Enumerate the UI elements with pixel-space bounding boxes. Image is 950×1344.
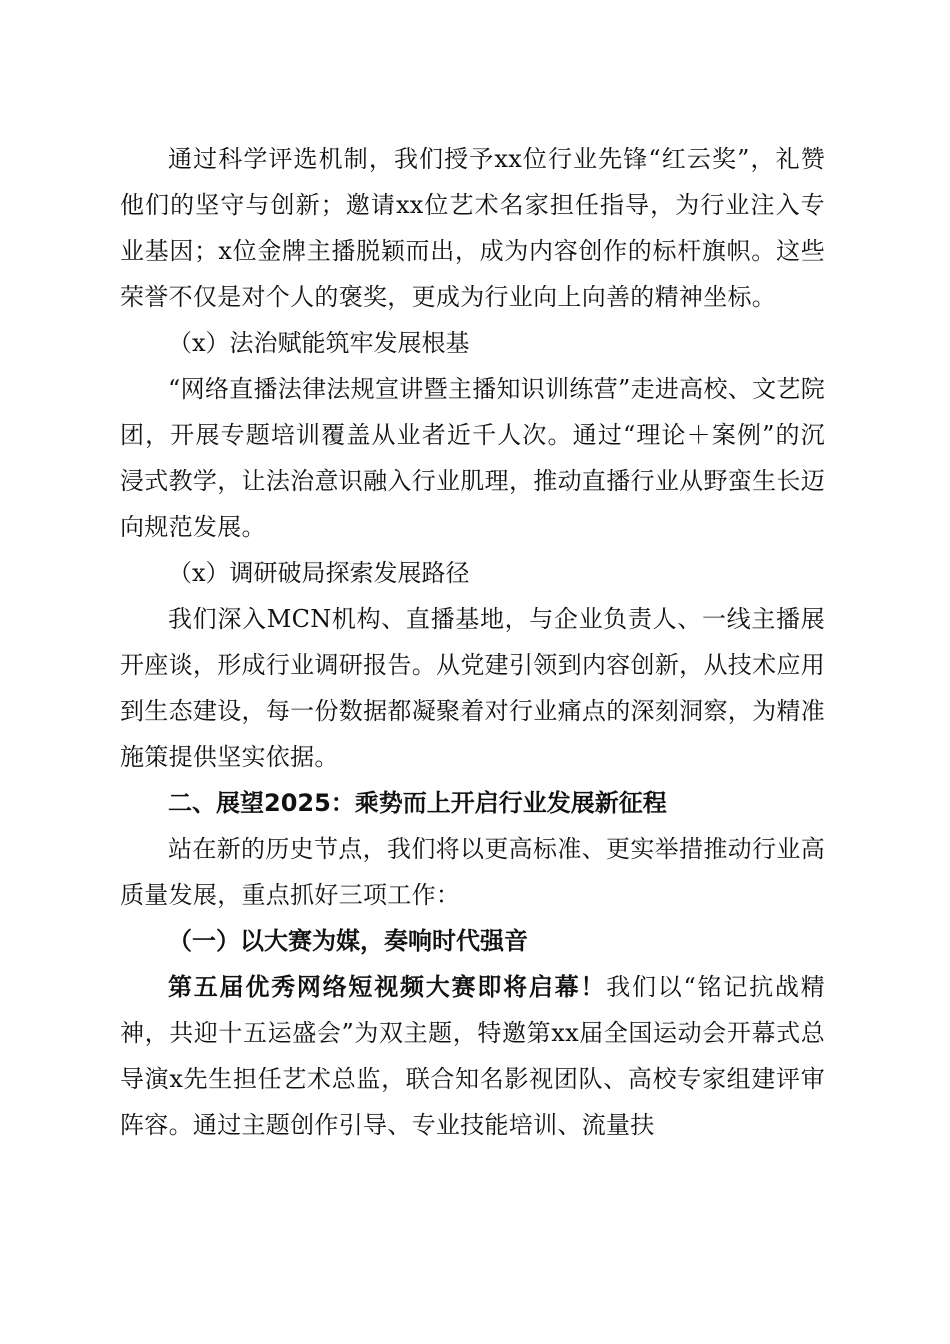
document-body: [120, 136, 825, 1148]
contest-body-text: 我们以“铭记抗战精神，共迎十五运盛会”为双主题，特邀第xx届全国运动会开幕式总导演x先生担任艺术总监，联合知名影视团队、高校专家组建评审阵容。通过主题创作引导、专业技能培训、流量扶: [120, 973, 825, 1139]
paragraph-outlook-intro: 站在新的历史节点，我们将以更高标准、更实举措推动行业高质量发展，重点抓好三项工作：: [120, 835, 825, 909]
contest-lead-sentence: 第五届优秀网络短视频大赛即将启幕！: [168, 972, 607, 1001]
paragraph-contest: [120, 964, 825, 1148]
subheading-research: （x）调研破局探索发展路径: [168, 559, 470, 587]
paragraph-research: 我们深入MCN机构、直播基地，与企业负责人、一线主播展开座谈，形成行业调研报告。从党建引领到内容创新，从技术应用到生态建设，每一份数据都凝聚着对行业痛点的深刻洞察，为精准施策提供坚实依据。: [120, 605, 825, 771]
subheading-contest: （一）以大赛为媒，奏响时代强音: [168, 926, 528, 955]
paragraph-awards: 通过科学评选机制，我们授予xx位行业先锋“红云奖”，礼赞他们的坚守与创新；邀请xx位艺术名家担任指导，为行业注入专业基因；x位金牌主播脱颖而出，成为内容创作的标杆旗帜。这些荣誉不仅是对个人的褒奖，更成为行业向上向善的精神坐标。: [120, 145, 825, 311]
paragraph-law-training: “网络直播法律法规宣讲暨主播知识训练营”走进高校、文艺院团，开展专题培训覆盖从业者近千人次。通过“理论＋案例”的沉浸式教学，让法治意识融入行业肌理，推动直播行业从野蛮生长迈向规范发展。: [120, 375, 825, 541]
section-heading-outlook: 二、展望2025：乘势而上开启行业发展新征程: [168, 789, 667, 817]
subheading-law: （x）法治赋能筑牢发展根基: [168, 329, 470, 357]
